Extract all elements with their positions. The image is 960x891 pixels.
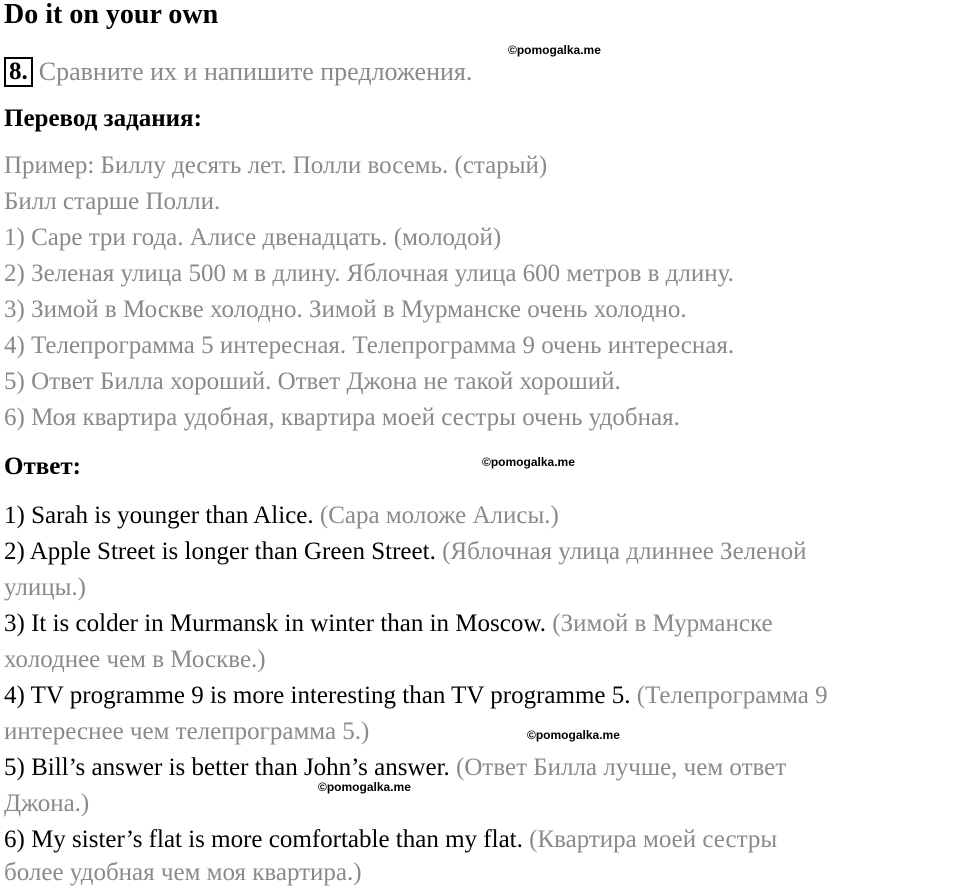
answer-line — [4, 822, 777, 858]
answer-russian: улицы.) — [4, 574, 87, 601]
translation-line: 6) Моя квартира удобная, квартира моей сестры очень удобная. — [4, 404, 680, 431]
answer-russian: (Квартира моей сестры — [522, 826, 778, 853]
answer-line — [4, 678, 828, 714]
answer-line — [4, 642, 266, 678]
answer-russian: холоднее чем в Москве.) — [4, 646, 266, 673]
answer-russian: (Яблочная улица длиннее Зеленой — [435, 538, 807, 565]
answer-english: 3) It is colder in Murmansk in winter than in Moscow. — [4, 610, 547, 637]
task-number-badge: 8. — [4, 57, 33, 87]
answer-line — [4, 498, 559, 534]
translation-line: 5) Ответ Билла хороший. Ответ Джона не такой хороший. — [4, 368, 621, 395]
translation-title: Перевод задания: — [4, 105, 202, 132]
answer-english: 4) TV programme 9 is more interesting than TV programme 5. — [4, 682, 631, 709]
answer-line — [4, 714, 369, 750]
page-title: Do it on your own — [4, 0, 219, 30]
translation-line: Пример: Биллу десять лет. Полли восемь. (старый) — [4, 152, 548, 179]
answer-line — [4, 534, 807, 570]
task-instruction: Сравните их и напишите предложения. — [38, 57, 473, 86]
answer-title: Ответ: — [4, 453, 81, 480]
watermark: ©pomogalka.me — [508, 43, 601, 57]
watermark: ©pomogalka.me — [527, 728, 620, 742]
answer-russian: более удобная чем моя квартира.) — [4, 859, 362, 886]
answer-russian: (Зимой в Мурманске — [546, 610, 773, 637]
translation-line: 3) Зимой в Москве холодно. Зимой в Мурманске очень холодно. — [4, 296, 687, 323]
answer-english: 5) Bill’s answer is better than John’s answer. — [4, 754, 450, 781]
watermark: ©pomogalka.me — [318, 780, 411, 794]
answer-line — [4, 570, 86, 606]
translation-line: 4) Телепрограмма 5 интересная. Телепрограмма 9 очень интересная. — [4, 332, 735, 359]
answer-russian: (Ответ Билла лучше, чем ответ — [449, 754, 787, 781]
translation-line: 1) Саре три года. Алисе двенадцать. (молодой) — [4, 224, 502, 251]
answer-russian: Джона.) — [4, 790, 90, 817]
translation-line: Билл старше Полли. — [4, 188, 221, 215]
answer-russian: (Сара моложе Алисы.) — [313, 502, 559, 529]
answer-line — [4, 786, 89, 822]
answer-russian: (Телепрограмма 9 — [630, 682, 828, 709]
watermark: ©pomogalka.me — [482, 455, 575, 469]
answer-english: 2) Apple Street is longer than Green Street. — [4, 538, 436, 565]
answer-english: 1) Sarah is younger than Alice. — [4, 502, 314, 529]
answer-line — [4, 855, 362, 891]
answer-russian: интереснее чем телепрограмма 5.) — [4, 718, 370, 745]
answer-english: 6) My sister’s flat is more comfortable than my flat. — [4, 826, 523, 853]
answer-line — [4, 606, 773, 642]
task-line — [4, 55, 472, 89]
translation-line: 2) Зеленая улица 500 м в длину. Яблочная улица 600 метров в длину. — [4, 260, 734, 287]
